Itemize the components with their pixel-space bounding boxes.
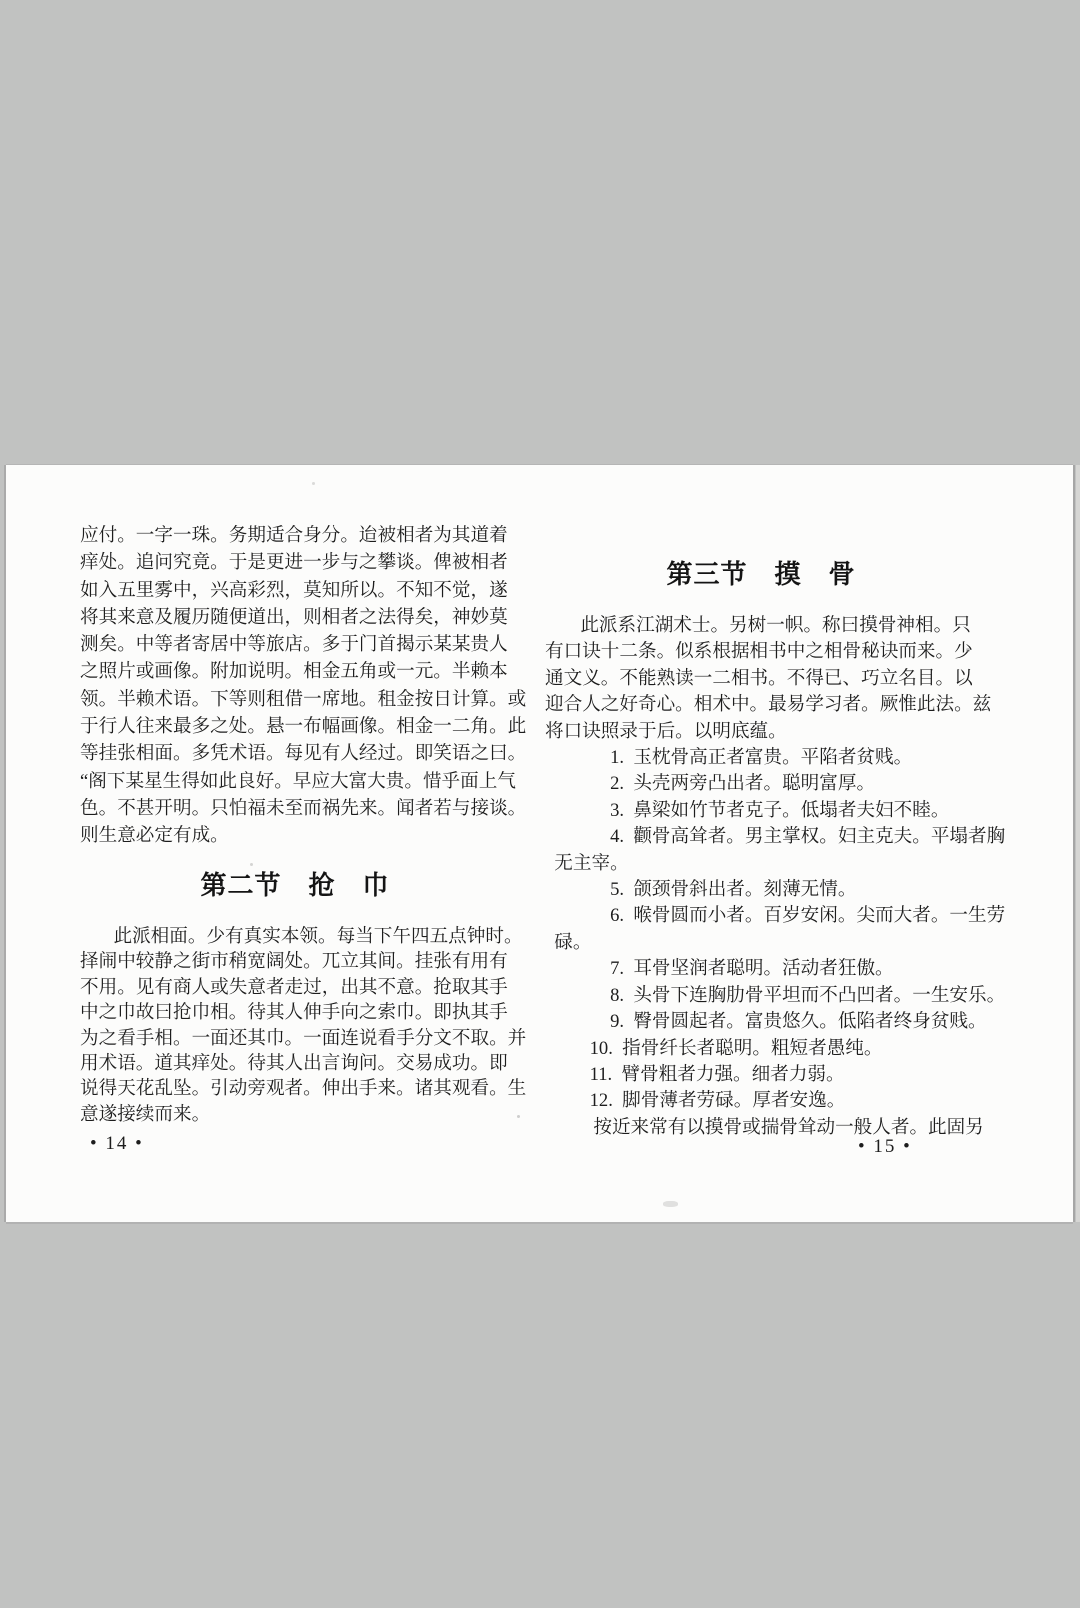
text-line: 择闹中较静之街市稍宽阔处。兀立其间。挂张有用有 <box>80 951 508 973</box>
text-line: 不用。见有商人或失意者走过，出其不意。抢取其手 <box>80 976 508 998</box>
text-line: “阁下某星生得如此良好。早应大富大贵。惜乎面上气 <box>80 770 516 792</box>
text-line: 通文义。不能熟读一二相书。不得已、巧立名目。以 <box>545 667 973 689</box>
left-section-heading: 第二节 抢 巾 <box>200 871 390 900</box>
text-line: 此派相面。少有真实本领。每当下午四五点钟时。 <box>113 926 523 947</box>
text-line: 于行人往来最多之处。悬一布幅画像。相金一二角。此 <box>80 716 527 738</box>
text-line: 如入五里雾中，兴高彩烈，莫知所以。不知不觉，遂 <box>80 579 508 601</box>
text-line: 中之巾故曰抢巾相。待其人伸手向之索巾。即执其手 <box>80 1002 508 1024</box>
scan-speck <box>312 482 315 485</box>
text-line: 4. 颧骨高耸者。男主掌权。妇主克夫。平塌者胸 <box>610 826 1006 848</box>
text-line: 8. 头骨下连胸肋骨平坦而不凸凹者。一生安乐。 <box>610 984 1006 1006</box>
text-line: 用术语。道其痒处。待其人出言询问。交易成功。即 <box>80 1053 508 1075</box>
text-line: 3. 鼻梁如竹节者克子。低塌者夫妇不睦。 <box>610 799 950 821</box>
text-line: 领。半赖术语。下等则租借一席地。租金按日计算。或 <box>80 688 527 710</box>
text-line: 无主宰。 <box>554 852 629 874</box>
right-section-heading: 第三节 摸 骨 <box>666 560 856 589</box>
right-page-number: • 15 • <box>858 1136 912 1157</box>
text-line: 则生意必定有成。 <box>80 825 229 847</box>
text-line: 按近来常有以摸骨或揣骨耸动一般人者。此固另 <box>593 1116 984 1138</box>
scan-speck <box>250 863 253 866</box>
text-line: 10. 指骨纤长者聪明。粗短者愚纯。 <box>589 1037 883 1059</box>
text-line: 2. 头壳两旁凸出者。聪明富厚。 <box>610 773 876 795</box>
text-line: 碌。 <box>554 931 592 953</box>
scan-speck <box>663 1201 678 1207</box>
left-opening-paragraph <box>80 522 527 850</box>
right-page <box>545 465 1006 1222</box>
page-edge-strip <box>1076 465 1080 1222</box>
scan-speck <box>517 1115 520 1118</box>
left-page <box>80 465 527 1222</box>
text-line: 意遂接续而来。 <box>80 1103 211 1125</box>
text-line: 12. 脚骨薄者劳碌。厚者安逸。 <box>589 1090 846 1112</box>
text-line: 5. 颌颈骨斜出者。刻薄无情。 <box>610 879 857 901</box>
text-line: 6. 喉骨圆而小者。百岁安闲。尖而大者。一生劳 <box>610 905 1006 927</box>
scan-speck <box>966 648 970 652</box>
text-line: 9. 臀骨圆起者。富贵悠久。低陷者终身贫贱。 <box>610 1011 987 1033</box>
text-line: 色。不甚开明。只怕福未至而祸先来。闻者若与接谈。 <box>80 797 527 819</box>
text-line: 等挂张相面。多凭术语。每见有人经过。即笑语之曰。 <box>80 743 527 765</box>
text-line: 11. 臂骨粗者力强。细者力弱。 <box>589 1063 845 1085</box>
text-line: 此派系江湖术士。另树一帜。称曰摸骨神相。只 <box>580 615 971 636</box>
text-line: 说得天花乱坠。引动旁观者。伸出手来。诸其观看。生 <box>80 1078 527 1100</box>
text-line: 7. 耳骨坚润者聪明。活动者狂傲。 <box>610 958 894 980</box>
text-line: 将口诀照录于后。以明底蕴。 <box>545 720 787 742</box>
book-page-scan <box>6 465 1073 1222</box>
text-line: 将其来意及履历随便道出，则相者之法得矣，神妙莫 <box>80 606 508 628</box>
left-page-number: • 14 • <box>90 1133 144 1154</box>
text-line: 迎合人之好奇心。相术中。最易学习者。厥惟此法。兹 <box>545 694 992 716</box>
left-second-paragraph <box>80 924 527 1127</box>
text-line: 痒处。追问究竟。于是更进一步与之攀谈。俾被相者 <box>80 552 508 574</box>
right-page-body <box>545 613 1006 1141</box>
text-line: 应付。一字一珠。务期适合身分。迨被相者为其道着 <box>80 525 508 546</box>
text-line: 有口诀十二条。似系根据相书中之相骨秘诀而来。少 <box>545 641 973 663</box>
text-line: 为之看手相。一面还其巾。一面连说看手分文不取。并 <box>80 1027 527 1049</box>
text-line: 测矣。中等者寄居中等旅店。多于门首揭示某某贵人 <box>80 634 508 656</box>
text-line: 1. 玉枕骨高正者富贵。平陷者贫贱。 <box>610 747 913 769</box>
text-line: 之照片或画像。附加说明。相金五角或一元。半赖本 <box>80 661 508 683</box>
